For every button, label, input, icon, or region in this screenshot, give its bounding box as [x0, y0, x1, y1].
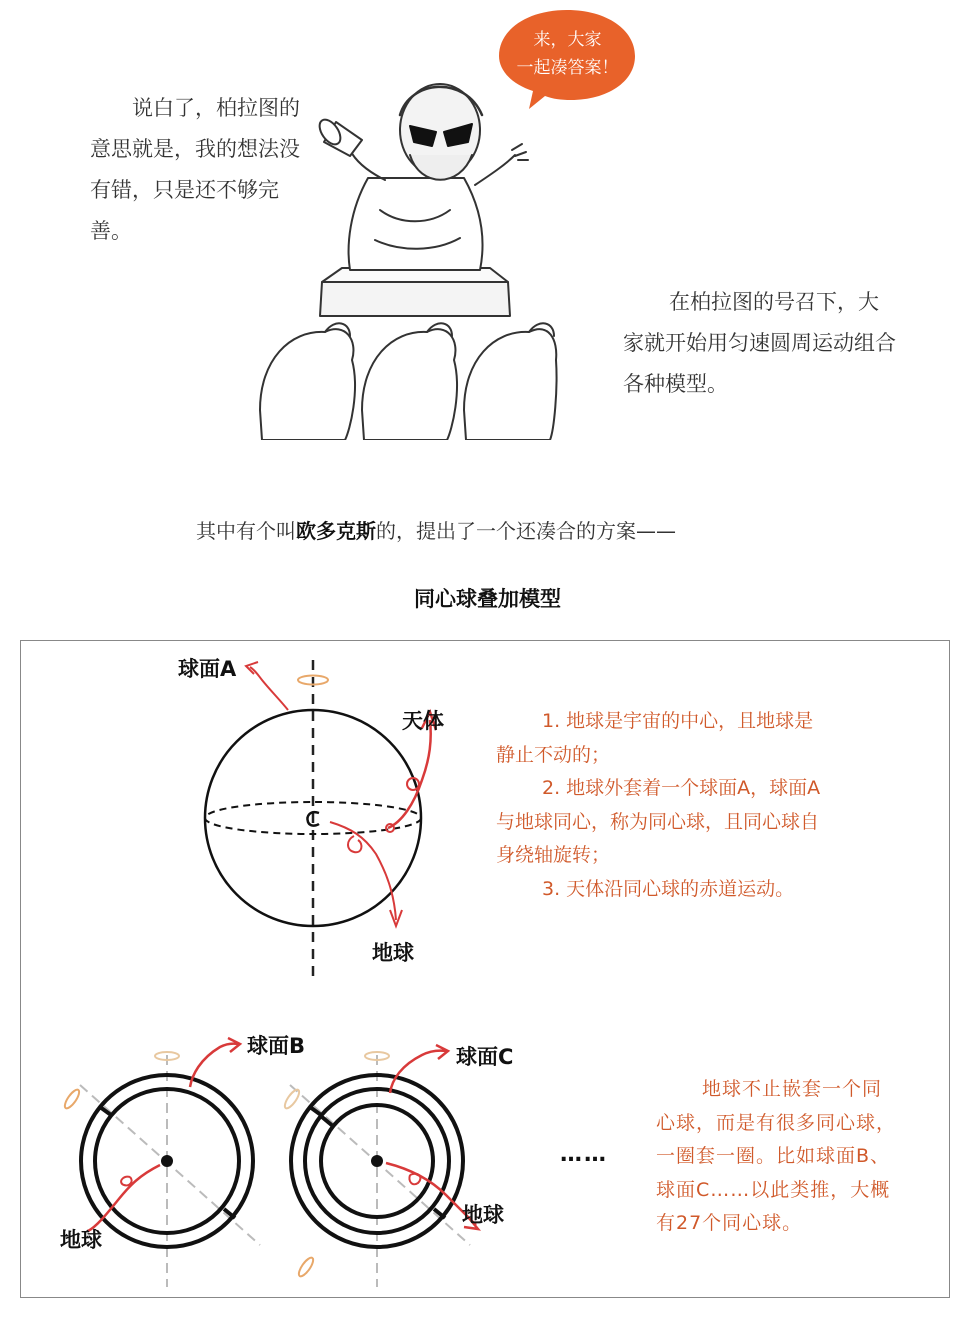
intro-line [196, 515, 676, 544]
label-earth-b: 地球 [60, 1228, 102, 1252]
comic-left-text: 说白了，柏拉图的意思就是，我的想法没有错，只是还不够完善。 [90, 96, 300, 243]
sphere-b-diagram [60, 1035, 280, 1295]
ellipsis-dots: …… [560, 1142, 608, 1167]
comic-right-text: 在柏拉图的号召下，大家就开始用匀速圆周运动组合各种模型。 [623, 290, 896, 396]
section-title: 同心球叠加模型 [414, 587, 561, 611]
point-3: 3. 天体沿同心球的赤道运动。 [542, 877, 795, 900]
point-2: 2. 地球外套着一个球面A，球面A与地球同心，称为同心球，且同心球自身绕轴旋转； [496, 777, 821, 866]
intro-name: 欧多克斯 [296, 519, 376, 543]
label-celestial: 天体 [402, 709, 444, 733]
bubble-line-2: 一起凑答案！ [516, 58, 619, 78]
label-sphere-c: 球面C [456, 1045, 514, 1069]
label-earth: 地球 [372, 941, 414, 965]
sphere-c-diagram [270, 1035, 490, 1295]
point-1: 1. 地球是宇宙的中心，且地球是静止不动的； [496, 710, 814, 766]
description-points [496, 705, 830, 906]
note-text: 地球不止嵌套一个同心球，而是有很多同心球，一圈套一圈。比如球面B、球面C……以此类推，大概有27个同心球。 [656, 1078, 897, 1234]
bubble-line-1: 来，大家 [533, 30, 602, 50]
label-sphere-b: 球面B [247, 1034, 306, 1058]
label-sphere-a: 球面A [178, 657, 237, 681]
plato-illustration [250, 60, 560, 440]
intro-post: 的，提出了一个还凑合的方案—— [376, 519, 676, 543]
sphere-a-diagram [170, 650, 470, 990]
intro-pre: 其中有个叫 [196, 519, 296, 543]
label-earth-c: 地球 [462, 1203, 504, 1227]
